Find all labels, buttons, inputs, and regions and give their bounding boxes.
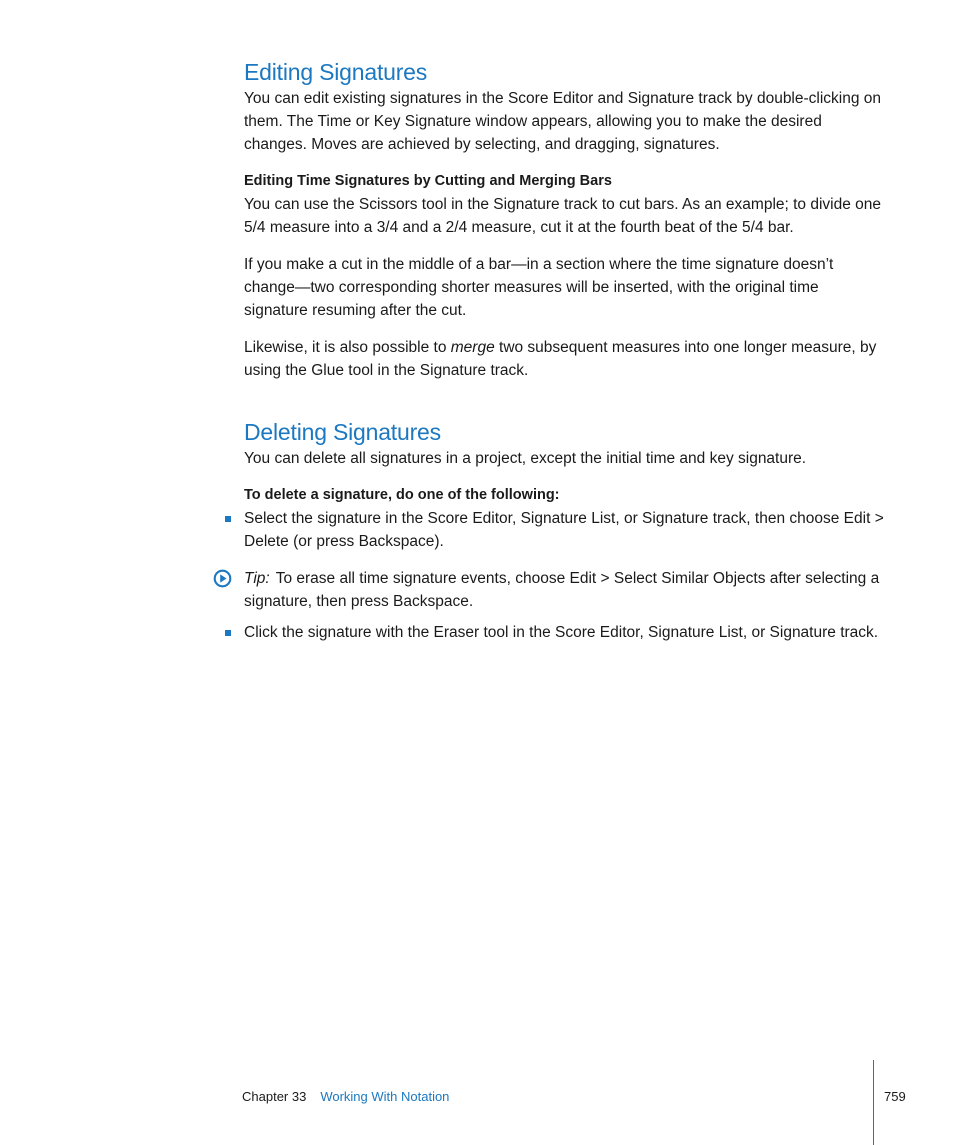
merge-text-after: two subsequent measures into one longer measure, by using the Glue tool in the Signature track. xyxy=(244,339,877,379)
tip-label: Tip: xyxy=(244,570,270,587)
list-item xyxy=(244,621,884,644)
heading-deleting-signatures: Deleting Signatures xyxy=(244,419,441,445)
merge-emphasis: merge xyxy=(450,339,495,356)
page-number: 759 xyxy=(884,1089,906,1104)
paragraph-scissors: You can use the Scissors tool in the Signature track to cut bars. As an example; to divide one 5/4 measure into a 3/4 and a 2/4 measure, cut it at the fourth beat of the 5/4 bar. xyxy=(244,196,882,236)
page-footer xyxy=(242,1088,449,1106)
section-editing-signatures xyxy=(244,58,884,382)
paragraph-editing-intro: You can edit existing signatures in the Score Editor and Signature track by double-clicking on them. The Time or Key Signature window appears, allowing you to make the desired changes. Moves are achieved by selecting, and dragging, signatures. xyxy=(244,90,882,153)
section-deleting-signatures xyxy=(244,418,884,644)
square-bullet-icon xyxy=(225,630,231,636)
play-arrow-circle-icon xyxy=(213,569,232,588)
paragraph-merge xyxy=(244,336,884,382)
tip-note xyxy=(244,567,884,613)
footer-chapter: Chapter 33 xyxy=(242,1089,307,1104)
square-bullet-icon xyxy=(225,516,231,522)
tip-text: To erase all time signature events, choose Edit > Select Similar Objects after selecting a signature, then press Backspace. xyxy=(244,570,880,610)
footer-chapter-title: Working With Notation xyxy=(320,1089,450,1104)
bullet-text-eraser: Click the signature with the Eraser tool in the Score Editor, Signature List, or Signature track. xyxy=(244,624,879,641)
bullet-text-select: Select the signature in the Score Editor, Signature List, or Signature track, then choose Edit > Delete (or press Backspace). xyxy=(244,510,884,550)
paragraph-deleting-intro: You can delete all signatures in a project, except the initial time and key signature. xyxy=(244,450,807,467)
list-item xyxy=(244,507,884,553)
page-content xyxy=(244,58,884,644)
merge-text-before: Likewise, it is also possible to xyxy=(244,339,451,356)
footer-divider xyxy=(873,1060,874,1145)
subheading-delete-options: To delete a signature, do one of the following: xyxy=(244,487,560,503)
subheading-cutting-merging: Editing Time Signatures by Cutting and Merging Bars xyxy=(244,173,612,189)
paragraph-cut-middle: If you make a cut in the middle of a bar—in a section where the time signature doesn’t change—two corresponding shorter measures will be inserted, with the original time signature resuming after the cut. xyxy=(244,256,834,319)
heading-editing-signatures: Editing Signatures xyxy=(244,59,428,85)
